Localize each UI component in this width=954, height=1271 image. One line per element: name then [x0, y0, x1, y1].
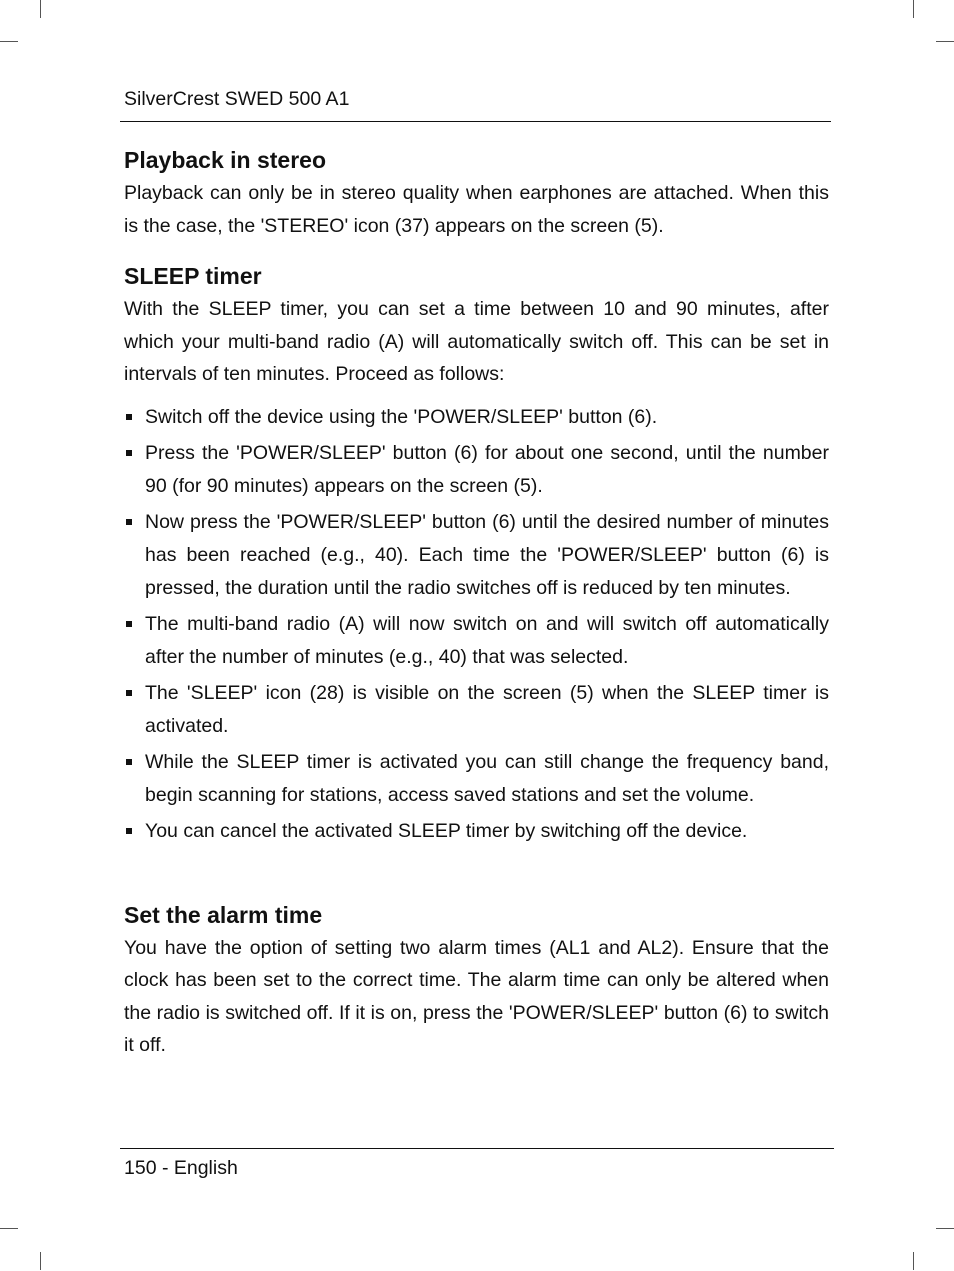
crop-mark-bottom-left-horizontal: [0, 1228, 18, 1229]
header-divider: [120, 121, 831, 122]
footer-divider: [120, 1148, 834, 1149]
list-item: While the SLEEP timer is activated you can still change the frequency band, begin scanning for stations, access saved stations and set the volume.: [124, 746, 829, 812]
page-content: [124, 143, 829, 1062]
crop-mark-top-left-horizontal: [0, 41, 18, 42]
paragraph-alarm: You have the option of setting two alarm times (AL1 and AL2). Ensure that the clock has been set to the correct time. The alarm time can only be altered when the radio is switched off. If it is on, press the 'POWER/SLEEP' button (6) to switch it off.: [124, 936, 829, 1056]
sleep-timer-steps: [124, 401, 829, 848]
list-item: Press the 'POWER/SLEEP' button (6) for about one second, until the number 90 (for 90 minutes) appears on the screen (5).: [124, 437, 829, 503]
crop-mark-top-right-vertical: [913, 0, 914, 18]
list-item: You can cancel the activated SLEEP timer by switching off the device.: [124, 815, 829, 848]
list-item: Switch off the device using the 'POWER/SLEEP' button (6).: [124, 401, 829, 434]
list-item: The multi-band radio (A) will now switch on and will switch off automatically after the number of minutes (e.g., 40) that was selected.: [124, 608, 829, 674]
heading-sleep-timer: SLEEP timer: [124, 263, 262, 289]
crop-mark-bottom-right-horizontal: [936, 1228, 954, 1229]
heading-playback-in-stereo: Playback in stereo: [124, 147, 326, 173]
crop-mark-top-right-horizontal: [936, 41, 954, 42]
crop-mark-bottom-left-vertical: [40, 1252, 41, 1270]
list-item: The 'SLEEP' icon (28) is visible on the screen (5) when the SLEEP timer is activated.: [124, 677, 829, 743]
page-number: 150 - English: [124, 1157, 238, 1179]
crop-mark-top-left-vertical: [40, 0, 41, 18]
heading-set-the-alarm-time: Set the alarm time: [124, 901, 323, 928]
list-item: Now press the 'POWER/SLEEP' button (6) until the desired number of minutes has been reached (e.g., 40). Each time the 'POWER/SLEEP' button (6) is pressed, the duration until the radio switches off is reduced by ten minutes.: [124, 506, 829, 605]
running-header: SilverCrest SWED 500 A1: [124, 88, 350, 110]
crop-mark-bottom-right-vertical: [913, 1252, 914, 1270]
paragraph-playback: Playback can only be in stereo quality when earphones are attached. When this is the case, the 'STEREO' icon (37) appears on the screen (5).: [124, 182, 829, 237]
paragraph-sleep-intro: With the SLEEP timer, you can set a time between 10 and 90 minutes, after which your multi-band radio (A) will automatically switch off. This can be set in intervals of ten minutes. Proceed as follows:: [124, 298, 829, 385]
